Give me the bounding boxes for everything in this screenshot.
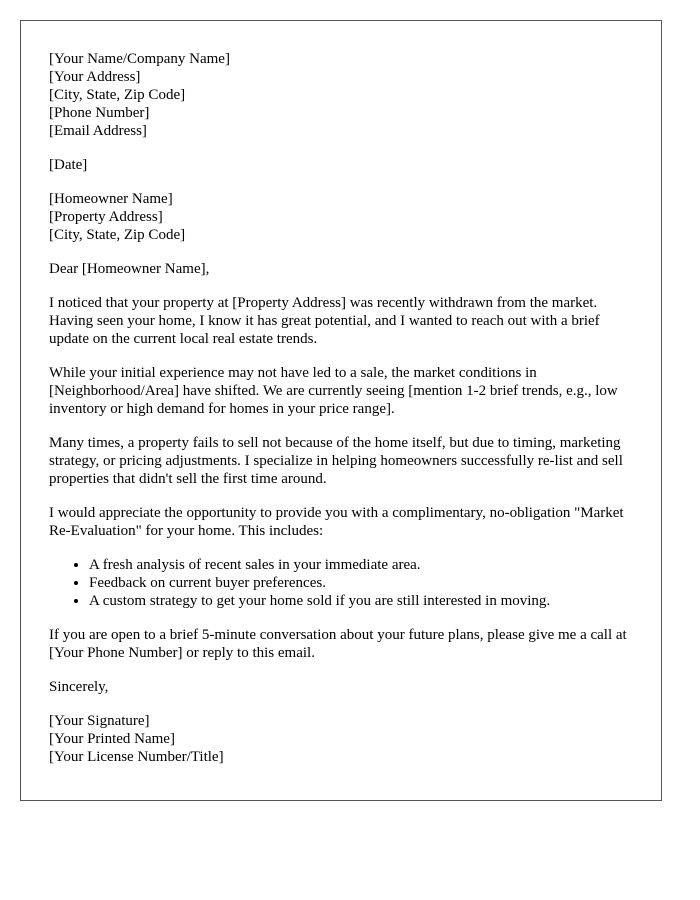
sender-city-state-zip: [City, State, Zip Code] (49, 87, 186, 103)
list-item: • A fresh analysis of recent sales in your immediate area. (89, 556, 633, 574)
body-paragraph: While your initial experience may not have led to a sale, the market conditions in [Neighborhood/Area] have shifted. We are currently seeing [mention 1-2 brief trends, e.g., low inventory or high demand for homes in your price range]. (49, 365, 618, 417)
body-paragraph: Many times, a property fails to sell not because of the home itself, but due to timing, marketing strategy, or pricing adjustments. I specialize in helping homeowners successfully re-list and sell properties that didn't sell the first time around. (49, 435, 623, 487)
printed-name: [Your Printed Name] (49, 731, 175, 747)
letter-page (20, 20, 662, 801)
closing-paragraph: If you are open to a brief 5-minute conversation about your future plans, please give me a call at [Your Phone Number] or reply to this email. (49, 627, 627, 661)
list-item: • Feedback on current buyer preferences. (89, 574, 633, 592)
sender-email: [Email Address] (49, 123, 147, 139)
signature: [Your Signature] (49, 713, 150, 729)
list-item: • A custom strategy to get your home sold if you are still interested in moving. (89, 592, 633, 610)
sender-address: [Your Address] (49, 69, 141, 85)
body-paragraph: I noticed that your property at [Property Address] was recently withdrawn from the market. Having seen your home, I know it has great potential, and I wanted to reach out with a brief update on the current local real estate trends. (49, 295, 600, 347)
recipient-city-state-zip: [City, State, Zip Code] (49, 227, 186, 243)
signature-block (49, 712, 633, 766)
sender-phone: [Phone Number] (49, 105, 150, 121)
sender-name: [Your Name/Company Name] (49, 51, 230, 67)
license-title: [Your License Number/Title] (49, 749, 224, 765)
salutation: Dear [Homeowner Name], (49, 261, 210, 277)
body-paragraph: I would appreciate the opportunity to provide you with a complimentary, no-obligation "Market Re-Evaluation" for your home. This includes: (49, 505, 624, 539)
date-block (49, 156, 633, 174)
letter-date: [Date] (49, 157, 88, 173)
recipient-name: [Homeowner Name] (49, 191, 173, 207)
offer-list (49, 556, 633, 610)
closing: Sincerely, (49, 679, 109, 695)
recipient-address: [Property Address] (49, 209, 163, 225)
recipient-block (49, 190, 633, 244)
sender-block (49, 50, 633, 140)
